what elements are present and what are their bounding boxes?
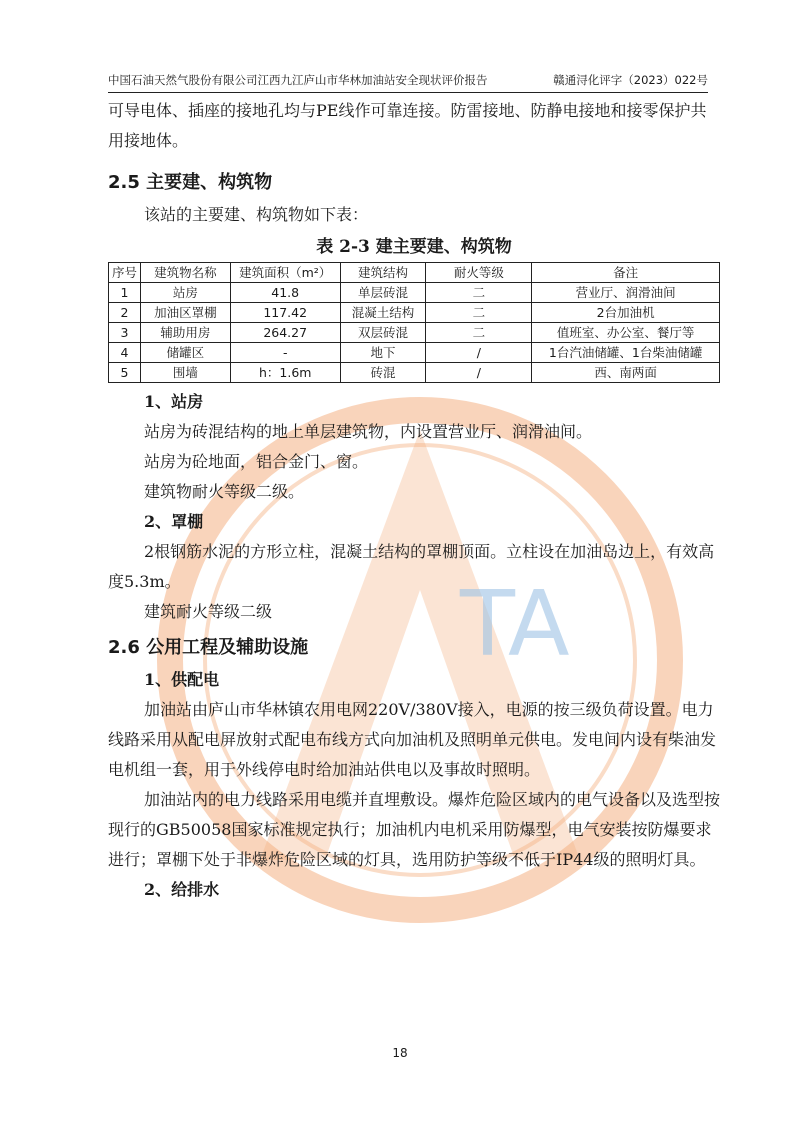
table-cell: 砖混 xyxy=(340,363,426,383)
table-header-cell: 建筑结构 xyxy=(340,263,426,283)
page-header xyxy=(108,66,708,93)
section-2-5-lead: 该站的主要建、构筑物如下表： xyxy=(144,205,369,224)
table-cell: 41.8 xyxy=(230,283,340,303)
table-cell: 围墙 xyxy=(140,363,230,383)
canopy-para-2: 建筑耐火等级二级 xyxy=(144,602,273,621)
table-cell: 双层砖混 xyxy=(340,323,426,343)
table-cell: 西、南两面 xyxy=(532,363,720,383)
table-cell: 加油区罩棚 xyxy=(140,303,230,323)
table-cell: 1台汽油储罐、1台柴油储罐 xyxy=(532,343,720,363)
page-number: 18 xyxy=(392,1046,408,1060)
section-2-6-heading: 2.6 公用工程及辅助设施 xyxy=(108,637,309,658)
watermark-letters: TA xyxy=(460,572,570,677)
station-building-para-2: 站房为砼地面，铝合金门、窗。 xyxy=(144,452,369,471)
table-header-cell: 耐火等级 xyxy=(426,263,532,283)
page-content xyxy=(108,96,720,905)
table-cell: / xyxy=(426,363,532,383)
buildings-table xyxy=(108,262,720,383)
subsection-canopy-heading: 2、罩棚 xyxy=(144,512,204,531)
table-row xyxy=(109,343,720,363)
table-row xyxy=(109,323,720,343)
table-cell: 4 xyxy=(109,343,141,363)
table-cell: 264.27 xyxy=(230,323,340,343)
header-report-title: 中国石油天然气股份有限公司江西九江庐山市华林加油站安全现状评价报告 xyxy=(108,73,488,87)
table-cell: 5 xyxy=(109,363,141,383)
table-cell: 2 xyxy=(109,303,141,323)
table-cell: 地下 xyxy=(340,343,426,363)
table-header-row xyxy=(109,263,720,283)
table-cell: 二 xyxy=(426,303,532,323)
table-cell: 混凝土结构 xyxy=(340,303,426,323)
table-cell: 2台加油机 xyxy=(532,303,720,323)
table-cell: 站房 xyxy=(140,283,230,303)
table-cell: 单层砖混 xyxy=(340,283,426,303)
canopy-para-1: 2根钢筋水泥的方形立柱，混凝土结构的罩棚顶面。立柱设在加油岛边上，有效高度5.3m。 xyxy=(108,542,715,591)
table-cell: 辅助用房 xyxy=(140,323,230,343)
table-header-cell: 建筑面积（m²） xyxy=(230,263,340,283)
table-2-3-title: 表 2-3 建主要建、构筑物 xyxy=(316,237,512,257)
table-header-cell: 建筑物名称 xyxy=(140,263,230,283)
table-cell: 1 xyxy=(109,283,141,303)
power-supply-para-2: 加油站内的电力线路采用电缆并直埋敷设。爆炸危险区域内的电气设备以及选型按现行的GB50058国家标准规定执行；加油机内电机采用防爆型，电气安装按防爆要求进行；罩棚下处于非爆炸危险区域的灯具，选用防护等级不低于IP44级的照明灯具。 xyxy=(108,790,721,869)
table-cell: 3 xyxy=(109,323,141,343)
table-cell: h：1.6m xyxy=(230,363,340,383)
power-supply-para-1: 加油站由庐山市华林镇农用电网220V/380V接入，电源的按三级负荷设置。电力线路采用从配电屏放射式配电布线方式向加油机及照明单元供电。发电间内设有柴油发电机组一套，用于外线停电时给加油站供电以及事故时照明。 xyxy=(108,700,717,779)
table-cell: 储罐区 xyxy=(140,343,230,363)
station-building-para-3: 建筑物耐火等级二级。 xyxy=(144,482,305,501)
table-row xyxy=(109,283,720,303)
subsection-station-building-heading: 1、站房 xyxy=(144,392,204,411)
table-cell: 二 xyxy=(426,283,532,303)
table-row xyxy=(109,303,720,323)
table-header-cell: 备注 xyxy=(532,263,720,283)
subsection-power-supply-heading: 1、供配电 xyxy=(144,670,220,689)
table-header-cell: 序号 xyxy=(109,263,141,283)
section-2-5-heading: 2.5 主要建、构筑物 xyxy=(108,172,273,193)
table-cell: 营业厅、润滑油间 xyxy=(532,283,720,303)
table-cell: - xyxy=(230,343,340,363)
table-row xyxy=(109,363,720,383)
subsection-water-supply-heading: 2、给排水 xyxy=(144,880,220,899)
header-report-number: 赣通浔化评字（2023）022号 xyxy=(553,73,708,87)
station-building-para-1: 站房为砖混结构的地上单层建筑物，内设置营业厅、润滑油间。 xyxy=(144,422,593,441)
table-cell: 117.42 xyxy=(230,303,340,323)
table-cell: 二 xyxy=(426,323,532,343)
table-cell: / xyxy=(426,343,532,363)
table-cell: 值班室、办公室、餐厅等 xyxy=(532,323,720,343)
intro-paragraph: 可导电体、插座的接地孔均与PE线作可靠连接。防雷接地、防静电接地和接零保护共用接地体。 xyxy=(108,101,707,150)
